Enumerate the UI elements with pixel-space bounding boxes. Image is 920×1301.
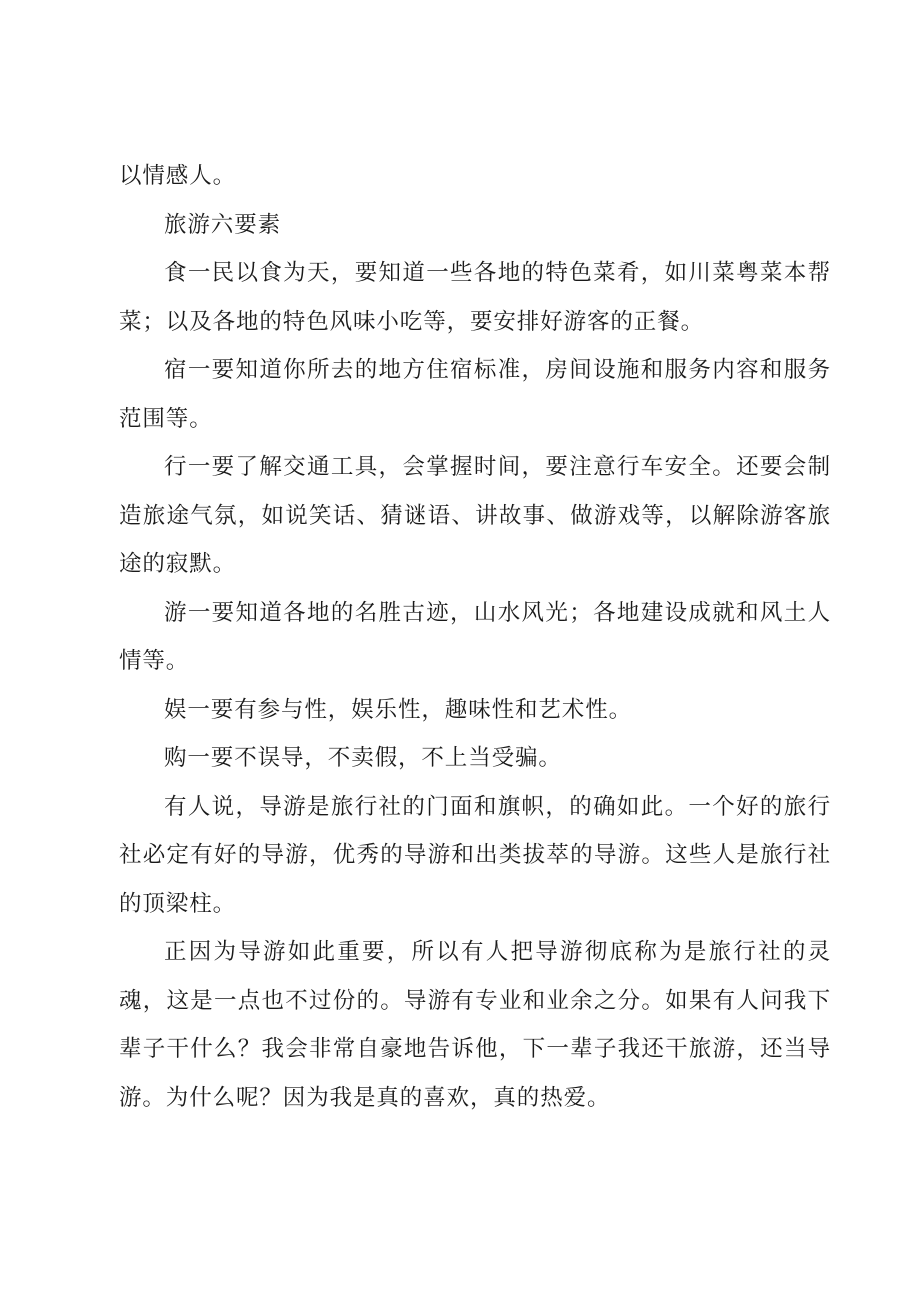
paragraph-transport: 行一要了解交通工具，会掌握时间，要注意行车安全。还要会制造旅途气氛，如说笑话、猜谜语、讲故事、做游戏等，以解除游客旅途的寂默。 xyxy=(119,454,831,577)
paragraph-entertainment: 娱一要有参与性，娱乐性，趣味性和艺术性。 xyxy=(164,696,633,723)
paragraph-shopping: 购一要不误导，不卖假，不上当受骗。 xyxy=(164,745,562,771)
paragraph-lodging: 宿一要知道你所去的地方住宿标准，房间设施和服务内容和服务范围等。 xyxy=(119,357,831,432)
document-body xyxy=(119,152,831,1122)
section-heading: 旅游六要素 xyxy=(164,211,282,238)
paragraph-guide-importance: 有人说，导游是旅行社的门面和旗帜，的确如此。一个好的旅行社必定有好的导游，优秀的导游和出类拔萃的导游。这些人是旅行社的顶梁柱。 xyxy=(119,793,831,917)
paragraph-food: 食一民以食为天，要知道一些各地的特色菜肴，如川菜粤菜本帮菜；以及各地的特色风味小吃等，要安排好游客的正餐。 xyxy=(119,260,831,335)
paragraph-guide-soul: 正因为导游如此重要，所以有人把导游彻底称为是旅行社的灵魂，这是一点也不过份的。导游有专业和业余之分。如果有人问我下辈子干什么？我会非常自豪地告诉他，下一辈子我还干旅游，还当导游。为什么呢？因为我是真的喜欢，真的热爱。 xyxy=(119,939,831,1111)
paragraph-continuation: 以情感人。 xyxy=(119,163,237,189)
paragraph-sightseeing: 游一要知道各地的名胜古迹，山水风光；各地建设成就和风土人情等。 xyxy=(119,599,831,674)
